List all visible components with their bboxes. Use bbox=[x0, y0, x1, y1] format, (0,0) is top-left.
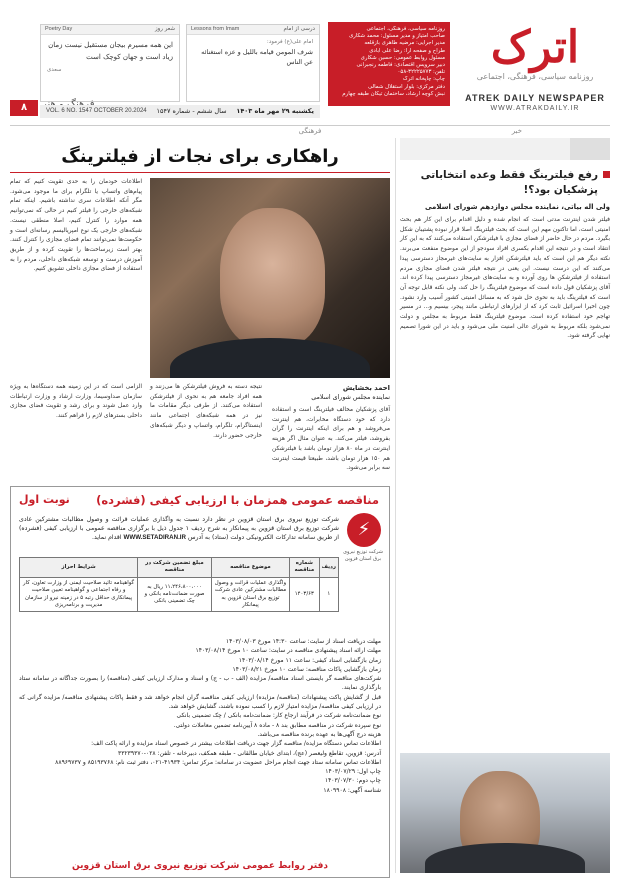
info-line: دبیر سرویس اقتصادی: فاطمه رنجبرانی bbox=[356, 62, 445, 69]
tender-detail-line: مهلت دریافت اسناد از سایت: ساعت ۱۴:۳۰ مورخ ۱۴۰۳/۰۸/۰۳ bbox=[225, 638, 381, 645]
logo-mark: اترک bbox=[490, 22, 580, 73]
tender-details bbox=[19, 637, 381, 795]
imam-quote-label: درسی از امام bbox=[283, 26, 315, 32]
tender-detail-line: قبل از گشایش پاکت پیشنهادات (مناقصه/ مزایده) ارزیابی کیفی مناقصه گران انجام خواهد شد و فقط پاکات پیشنهادی مناقصه/ مزایده گرانی که در ارزیابی کیفی مناقصه/ مزایده امتیاز لازم را کسب نموده باشند، گشایش خواهد شد. bbox=[19, 693, 381, 711]
info-line: تلفن: ۳۲۲۲۵۷۷۳-۰۵۸ bbox=[397, 69, 445, 76]
side-article bbox=[400, 138, 610, 873]
page-number-badge: ۸ bbox=[10, 100, 38, 116]
imam-quote-label-en: Lessons from Imam bbox=[191, 26, 240, 32]
tender-intro-text: شرکت توزیع نیروی برق استان قزوین در نظر دارد نسبت به واگذاری عملیات قرائت و وصول مطالبات مشترکین عادی شرکت توزیع برق استان قزوین به پیمانکار به شرح ردیف ۱ جدول ذیل با برگزاری مناقصه عمومی با ارزیابی کیفی (فشرده) از طریق سامانه تدارکات الکترونیکی دولت (ستاد) به آدرس bbox=[19, 516, 339, 541]
table-header-cell: شماره مناقصه bbox=[290, 558, 320, 578]
dateline-bar bbox=[40, 105, 320, 118]
info-line: روزنامه سیاسی، فرهنگی، اجتماعی bbox=[366, 26, 445, 32]
main-article-column-left-top: اطلاعات خودمان را به حدی تقویت کنیم که تمام پیام‌های واتساپ یا تلگرام برای ما موجود می‌شود. مگر آنکه اطلاعات سری نداشته باشیم. اینکه تمام شبکه‌های خارجی را فیلتر کنیم در حالی که نمی‌توانیم همه موارد را کنترل کنیم، اصلا منطقی نیست. شبکه‌های خارجی یک نوع امپریالیسم رسانه‌ای است و حکومت‌ها نمی‌توانند تمام فضای مجازی را کنترل کنند. بهتر است زیرساخت‌ها را تقویت کرده و از طریق آموزش درست و توسعه شبکه‌های داخلی، مردم را به استفاده از فضای مجازی داخلی تشویق کنیم. bbox=[10, 179, 142, 273]
main-article-photo bbox=[150, 178, 390, 378]
info-line: صاحب امتیاز و مدیر مسئول: محمد شکاری bbox=[349, 33, 445, 40]
tender-detail-line: چاپ دوم: ۱۴۰۳/۰۷/۳۰ bbox=[324, 777, 381, 785]
poetry-label-en: Poetry Day bbox=[45, 26, 73, 32]
portrait-face bbox=[220, 208, 325, 348]
main-article-headline[interactable]: راهکاری برای نجات از فیلترینگ bbox=[10, 146, 390, 167]
newspaper-logo bbox=[460, 8, 610, 118]
tender-detail-line: زمان بازگشایی اسناد کیفی: ساعت ۱۱ مورخ ۱۴۰۳/۰۸/۱۴ bbox=[238, 656, 381, 664]
lightning-icon: ⚡ bbox=[347, 513, 381, 547]
info-line: دفتر مرکزی: بلوار استقلال شمالی bbox=[368, 83, 445, 90]
publisher-info-box bbox=[328, 22, 450, 106]
table-cell: واگذاری عملیات قرائت و وصول مطالبات مشترکین عادی شرکت توزیع برق استان قزوین به پیمانکار bbox=[211, 577, 289, 612]
issue-number: سال ششم - شماره ۱۵۴۷ bbox=[156, 107, 227, 115]
table-header-row bbox=[20, 558, 339, 578]
main-article-column-right: آقای پزشکیان مخالف فیلترینگ است و استفاده دارد که خود دستگاه مخابرات، هم اینترنت می‌فروشد و هم برای اینکه اینترنت را گران بفروشد، فیلتر می‌کند. به عنوان مثال اگر هزینه اینترنت در ماه ۸۰ هزار تومان باشد با فیلترشکن هم ۱۵۰ هزار تومان باشد، طبیعتا قیمت اینترنت سه برابر می‌شود. bbox=[272, 407, 390, 472]
table-header-cell: مبلغ تضمین شرکت در مناقصه bbox=[138, 558, 212, 578]
table-cell: ۱۴۰۳/۶۳ bbox=[290, 577, 320, 612]
tender-detail-line: شرکت‌های مناقصه گر بایستی اسناد مناقصه/ مزایده (الف - ب - ج) و اسناد و مدارک ارزیابی کیفی (مناقصه) را بصورت جداگانه در سامانه ستاد بارگذاری نمایند. bbox=[19, 675, 381, 692]
main-article bbox=[10, 138, 390, 483]
side-article-photo bbox=[400, 753, 610, 873]
setad-url-link[interactable]: WWW.SETADIRAN.IR bbox=[123, 534, 186, 541]
table-cell: ۱۱،۲۴۶،۸۰۰،۰۰۰ ریال به صورت ضمانت‌نامه بانکی و چک تضمینی بانکی bbox=[138, 577, 212, 612]
main-article-column-middle: نتیجه دسته به فروش فیلترشکن ها می‌زنند و همه افراد جامعه هم به نحوی از فیلترشکن استفاده می‌کنند. از طرفی دیگر مقامات ما نیز در همه شبکه‌های اجتماعی مانند اینستاگرام، تلگرام، واتساپ و دیگر شبکه‌های خارجی حضور دارند. bbox=[150, 384, 262, 439]
table-header-cell: ردیف bbox=[319, 558, 338, 578]
poetry-header bbox=[41, 25, 179, 35]
info-line: نبش کوچه ارشاد، ساختمان تیکان طبقه چهارم bbox=[342, 90, 445, 97]
table-cell: ۱ bbox=[319, 577, 338, 612]
column-divider bbox=[395, 138, 396, 873]
tender-detail-line: اطلاعات تماس دستگاه مزایده/ مناقصه گزار جهت دریافت اطلاعات بیشتر در خصوص اسناد مزایده و ارائه پاکت الف: bbox=[91, 740, 381, 748]
info-line: چاپ: چاپخانه اترک bbox=[402, 76, 445, 83]
portrait-suit bbox=[425, 843, 585, 873]
tender-detail-line: هزینه درج آگهی‌ها به عهده برنده مناقصه می‌باشد. bbox=[257, 730, 381, 738]
table-header-cell: موضوع مناقصه bbox=[211, 558, 289, 578]
tender-detail-line: آدرس: قزوین، تقاطع ولیعصر (عج)، ابتدای خیابان طالقانی - طبقه همکف، دبیرخانه - تلفن: ۰۲۸-۳۳۲۳۹۳۷۰ bbox=[118, 749, 381, 757]
imam-quote-text: شرف المومن قيامه بالليل و عزه استغنائه عن الناس bbox=[201, 48, 313, 66]
section-label-culture: فرهنگی bbox=[293, 127, 328, 135]
persian-date: یکشنبه ۲۹ مهر ماه ۱۴۰۳ bbox=[236, 107, 314, 115]
imam-quote-header bbox=[187, 25, 319, 35]
headline-bullet-icon bbox=[603, 171, 610, 178]
poetry-text: این همه مسیرم بیجان مستقیل نیست زمان زیاد است و جهان کوچک است bbox=[48, 41, 173, 61]
masthead bbox=[10, 8, 610, 118]
main-article-column-left-bottom: الزامی است که در این زمینه همه دستگاه‌ها به ویژه سازمان صداوسیما، وزارت ارشاد و وزارت ارتباطات وارد عمل شوند و برای رشد و تقویت فضای مجازی داخلی بسترهای لازم را فراهم کنند. bbox=[10, 384, 142, 420]
side-article-body: فیلتر شدن اینترنت مدتی است که انجام شده و دلیل اقدام برای این کار هم بحث امنیتی است، اما تاکنون مهم این است که بحث فیلترینگ اصلا قرار نبوده پشتیبان شکل بگیرد. مردم در حال حاضر از فضای مجازی با فیلترشکن استفاده می‌کنند که به این کار انتقاد است و در نتیجه این اقدام بکسری افراد سودجو از این موضوع منفعت می‌برند. نکته دیگر هم این است که باید فیلترشکن افزار به سایت‌های غیرمجاز دسترسی پیدا می‌کنند که این درست نیست. این یعنی در نتیجه فیلتر شدن فضای مجازی مردم استفاده از فیلترشکن ها روی آورده و به سایت‌های غیرمجاز دسترسی پیدا کرده اند. آقای پزشکیان قول داده است که موضوع فیلترینگ را حل کند، ولی نکته قابل توجه آن است که فیلترینگ باید به نحوی حل شود که به مسائل امنیتی کشور آسیب وارد نشود. چون اخیرا اسرائیل ثابت کرد که از ابزارهای ارتباطی مانند پیجر، بیسیم و... در مسیر تهاجم خود استفاده کرده است. موضوع فیلترینگ فقط مربوط به مجلس و دولت نمی‌شود بلکه مربوط به شورای عالی امنیت ملی می‌شود و باید در این شورا تصمیم نهایی گرفته شود. bbox=[400, 217, 610, 340]
tender-round-label: نوبت اول bbox=[19, 493, 70, 506]
english-date: VOL. 6 NO. 1547 OCTOBER 20.2024 bbox=[46, 108, 147, 114]
caption-name: احمد بخشایش bbox=[342, 384, 390, 392]
tender-intro bbox=[19, 515, 339, 542]
section-label-news: خبر bbox=[506, 127, 528, 135]
tender-advertisement bbox=[10, 486, 390, 878]
side-article-byline: ولی اله بیاتی، نماینده مجلس دوازدهم شورای اسلامی bbox=[424, 203, 610, 211]
side-article-title: رفع فیلترینگ فقط وعده انتخاباتی پزشکیان بود؟! bbox=[420, 169, 598, 196]
tender-intro-tail: اقدام نماید. bbox=[91, 534, 122, 541]
company-emblem-text: شرکت توزیع نیروی برق استان قزوین bbox=[343, 549, 383, 562]
tender-detail-line: شناسه آگهی: ۱۸۰۹۹۰۸ bbox=[323, 786, 381, 794]
info-line: مدیر اجرایی: مرضیه طاهری بازقلعه bbox=[364, 40, 445, 47]
tender-table bbox=[19, 557, 339, 612]
info-line: طراح و صفحه آرا: رضا علی آبادی bbox=[369, 47, 445, 54]
caption-role: نماینده مجلس شورای اسلامی bbox=[311, 394, 390, 401]
tender-title: مناقصه عمومی همزمان با ارزیابی کیفی (فشرده) bbox=[96, 493, 379, 507]
newspaper-page bbox=[10, 8, 610, 878]
table-header-cell: شرایط احراز bbox=[20, 558, 138, 578]
imam-quote-box bbox=[186, 24, 320, 102]
tender-detail-line: اطلاعات تماس سامانه ستاد جهت انجام مراحل عضویت در سامانه: مرکز تماس: ۴۱۹۳۴-۰۲۱، دفتر ثبت نام: ۸۵۱۹۳۷۶۸ و ۸۸۹۶۹۷۳۷ bbox=[55, 758, 381, 766]
tender-detail-line: زمان بازگشایی پاکات مناقصه: ساعت ۱۰ مورخ ۱۴۰۳/۰۸/۲۱ bbox=[232, 665, 381, 673]
poetry-box bbox=[40, 24, 180, 102]
tender-detail-line: نوع ضمانت‌نامه شرکت در فرآیند ارجاع کار: ضمانت‌نامه بانکی / چک تضمینی بانکی bbox=[176, 712, 381, 720]
portrait-suit bbox=[170, 338, 370, 378]
tender-footer: دفتر روابط عمومی شرکت توزیع نیروی برق استان قزوین bbox=[72, 861, 328, 871]
side-article-headline[interactable] bbox=[400, 168, 610, 198]
table-cell: گواهینامه تائید صلاحیت ایمنی از وزارت تعاون، کار و رفاه اجتماعی و گواهینامه تعیین صلاحیت پیمانکاری حداقل رتبه ۵ در زمینه نیرو از سازمان مدیریت و برنامه‌ریزی bbox=[20, 577, 138, 612]
photo-caption bbox=[270, 383, 390, 403]
tender-detail-line: چاپ اول: ۱۴۰۳/۰۷/۲۹ bbox=[325, 768, 381, 776]
tender-detail-line: مهلت ارائه اسناد پیشنهادی مناقصه در سایت: ساعت ۱۰ مورخ ۱۴۰۳/۰۸/۱۴ bbox=[195, 647, 381, 655]
imam-quote-title: امام علی(ع) فرمود: bbox=[266, 39, 313, 45]
logo-english-name: ATREK DAILY NEWSPAPER bbox=[465, 93, 605, 103]
news-kicker-bar bbox=[400, 138, 610, 160]
poetry-author: سعدی bbox=[47, 67, 62, 73]
poetry-label: شعر روز bbox=[154, 26, 175, 32]
logo-tagline: روزنامه سیاسی، فرهنگی، اجتماعی bbox=[476, 72, 594, 81]
info-line: مسئول روابط عمومی: حسین شکاری bbox=[360, 54, 445, 61]
section-divider bbox=[10, 125, 610, 135]
website-url[interactable]: WWW.ATRAKDAILY.IR bbox=[490, 105, 580, 112]
tender-detail-line: نوع سپرده شرکت در مناقصه مطابق بند ۸ - ماده ۸ آیین‌نامه تضمین معاملات دولتی. bbox=[173, 721, 381, 729]
table-row bbox=[20, 577, 339, 612]
